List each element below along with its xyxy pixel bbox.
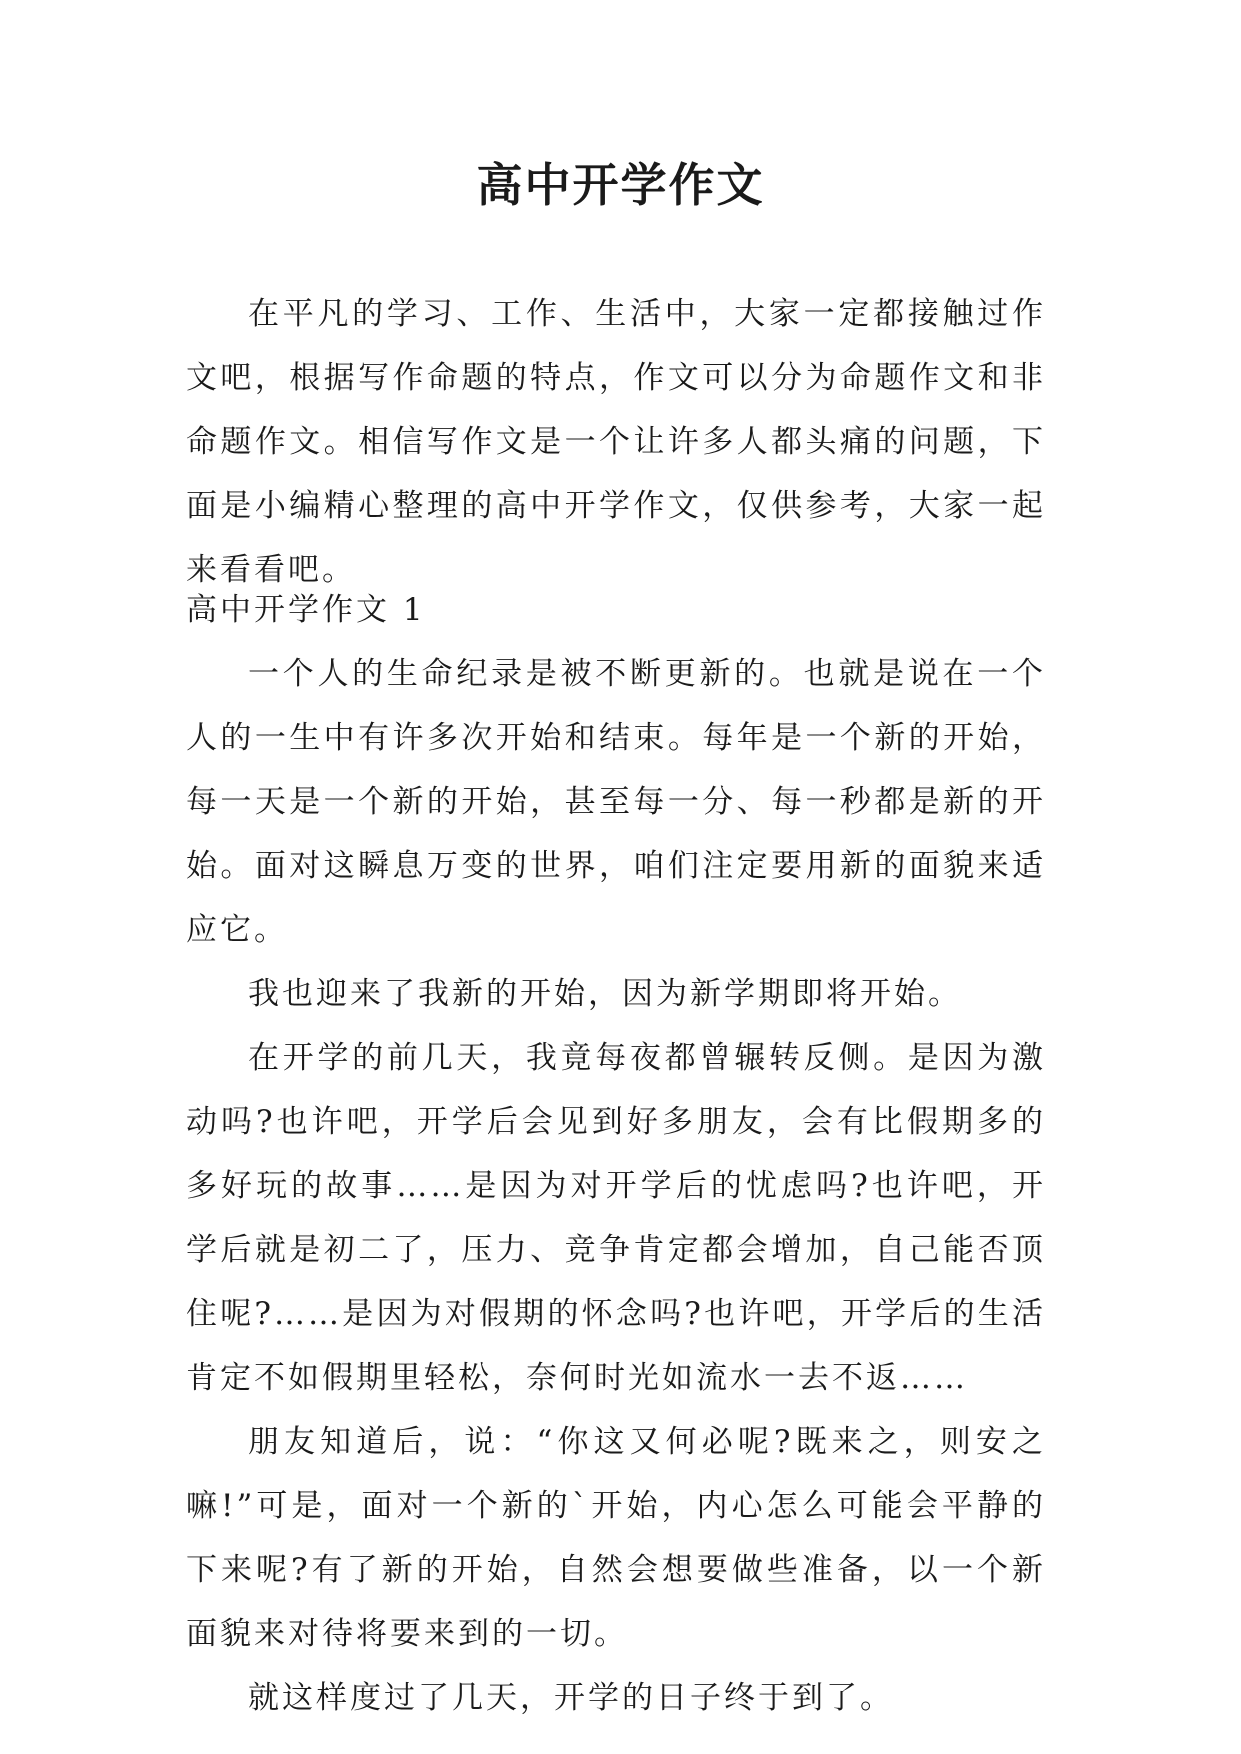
body-paragraph: 一个人的生命纪录是被不断更新的。也就是说在一个人的一生中有许多次开始和结束。每年是一个新的开始，每一天是一个新的开始，甚至每一分、每一秒都是新的开始。面对这瞬息万变的世界，咱们注定要用新的面貌来适应它。 — [186, 656, 1046, 948]
intro-paragraph: 在平凡的学习、工作、生活中，大家一定都接触过作文吧，根据写作命题的特点，作文可以分为命题作文和非命题作文。相信写作文是一个让许多人都头痛的问题，下面是小编精心整理的高中开学作文，仅供参考，大家一起来看看吧。 — [186, 296, 1046, 588]
body-paragraph: 就这样度过了几天，开学的日子终于到了。 — [248, 1680, 894, 1716]
essay-section — [186, 578, 1046, 1730]
section-heading: 高中开学作文 1 — [186, 592, 426, 628]
document-title: 高中开学作文 — [476, 158, 765, 212]
body-paragraph: 朋友知道后，说：“你这又何必呢?既来之，则安之嘛!”可是，面对一个新的`开始，内心怎么可能会平静的下来呢?有了新的开始，自然会想要做些准备，以一个新面貌来对待将要来到的一切。 — [186, 1424, 1046, 1652]
body-paragraph: 在开学的前几天，我竟每夜都曾辗转反侧。是因为激动吗?也许吧，开学后会见到好多朋友，会有比假期多的多好玩的故事……是因为对开学后的忧虑吗?也许吧，开学后就是初二了，压力、竞争肯定都会增加，自己能否顶住呢?……是因为对假期的怀念吗?也许吧，开学后的生活肯定不如假期里轻松，奈何时光如流水一去不返…… — [186, 1040, 1046, 1396]
body-paragraph: 我也迎来了我新的开始，因为新学期即将开始。 — [248, 976, 962, 1012]
intro-section — [186, 282, 1046, 602]
